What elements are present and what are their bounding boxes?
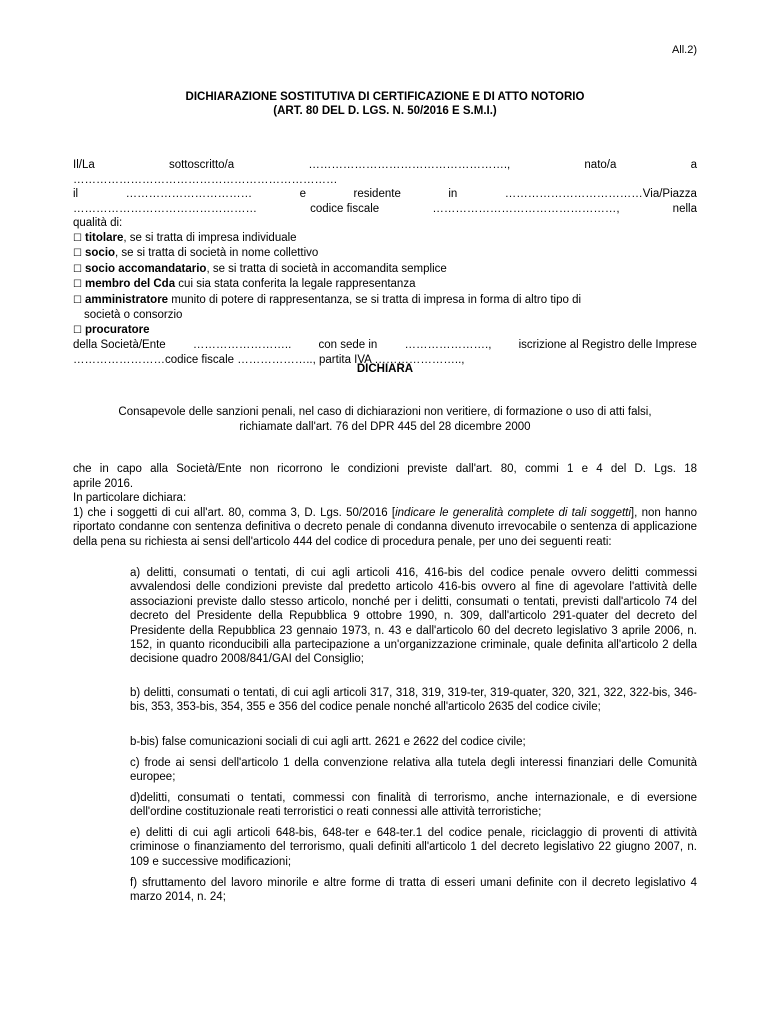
body-paragraph-1-line-1: che in capo alla Società/Ente non ricorrono le condizioni previste dall'art. 80, commi 1 e 4 del D. Lgs. 18 — [73, 463, 697, 475]
text: iscrizione al Registro delle Imprese — [518, 339, 697, 351]
allegato-label: All.2) — [671, 44, 697, 56]
text: codice fiscale — [310, 202, 380, 215]
option-label: procuratore — [85, 323, 150, 336]
body-paragraph-1-line-2: aprile 2016. — [73, 477, 134, 490]
reato-d: d)delitti, consumati o tentati, commessi con finalità di terrorismo, anche internazionale, e di eversione dell'ordine costituzionale reati terroristici o reati connessi alle attività terroristiche; — [130, 792, 697, 819]
text: della Società/Ente — [73, 339, 166, 351]
title-line-1: DICHIARAZIONE SOSTITUTIVA DI CERTIFICAZIONE E DI ATTO NOTORIO — [185, 91, 585, 103]
title-line-2: (ART. 80 DEL D. LGS. N. 50/2016 E S.M.I.) — [273, 105, 497, 117]
reato-e: e) delitti di cui agli articoli 648-bis, 648-ter e 648-ter.1 del codice penale, riciclaggio di proventi di attività criminose o finanziamento del terrorismo, quali definiti all'articolo 1 del decreto legislativo 22 giugno 2007, n. 109 e successive modificazioni; — [130, 827, 697, 868]
fill-blank: …………………………… — [125, 188, 253, 200]
fill-blank: …………………………………………, — [432, 202, 620, 215]
option-text: , se si tratta di società in nome collettivo — [115, 247, 319, 259]
consapevole-paragraph — [73, 405, 697, 434]
text: sottoscritto/a — [168, 159, 235, 171]
checkbox-icon[interactable]: ☐ — [73, 294, 82, 306]
consapevole-line-1: Consapevole delle sanzioni penali, nel caso di dichiarazioni non veritiere, di formazione o uso di atti falsi, — [118, 406, 652, 418]
option-socio-accomandatario — [73, 262, 697, 278]
option-label: amministratore — [85, 293, 169, 306]
declarant-section — [73, 158, 697, 367]
option-label: membro del Cda — [85, 278, 176, 290]
text: residente — [353, 188, 401, 200]
fill-blank: …………………., — [404, 339, 492, 351]
option-label: socio — [85, 247, 116, 259]
societa-line-1 — [73, 338, 697, 353]
text: Il/La — [73, 159, 95, 171]
option-socio — [73, 246, 697, 262]
body-paragraph-3 — [73, 506, 697, 550]
option-label: titolare — [85, 231, 124, 244]
option-amministratore — [73, 293, 697, 309]
societa-line-2: ……………………codice fiscale ……………….., partita IVA ………………….., — [73, 353, 465, 366]
text: 1) che i soggetti di cui all'art. 80, comma 3, D. Lgs. 50/2016 [ — [73, 506, 396, 519]
declarant-line-1 — [73, 158, 697, 173]
italic-text: indicare le generalità complete di tali soggetti — [395, 506, 631, 519]
option-label: socio accomandatario — [85, 262, 207, 275]
text: ], — [630, 506, 638, 519]
body-paragraph-2: In particolare dichiara: — [73, 492, 187, 504]
checkbox-icon[interactable]: ☐ — [73, 324, 82, 336]
declarant-line-2: …………………………………………………………… — [73, 173, 338, 186]
reato-f: f) sfruttamento del lavoro minorile e altre forme di tratta di esseri umani definite con il decreto legislativo 4 marzo 2014, n. 24; — [130, 877, 697, 904]
declarant-line-4 — [73, 202, 697, 217]
checkbox-icon[interactable]: ☐ — [73, 248, 82, 259]
fill-blank: …………………….. — [192, 339, 292, 351]
option-procuratore — [73, 323, 697, 339]
checkbox-icon[interactable]: ☐ — [73, 232, 82, 244]
checkbox-icon[interactable]: ☐ — [73, 263, 82, 275]
reato-b: b) delitti, consumati o tentati, di cui agli articoli 317, 318, 319, 319-ter, 319-quater, 320, 321, 322, 322-bis, 346-bis, 353, 353-bis, 354, 355 e 356 del codice penale nonché all'articolo 2635 del codice civile; — [130, 687, 697, 714]
text: a — [690, 159, 697, 171]
fill-blank: ………………………………Via/Piazza — [504, 188, 697, 200]
text: il — [73, 188, 79, 200]
option-membro-cda — [73, 277, 697, 293]
document-title — [73, 90, 697, 118]
option-text: munito di potere di rappresentanza, se si tratta di impresa in forma di altro tipo di — [168, 293, 582, 306]
option-titolare — [73, 231, 697, 247]
reato-a: a) delitti, consumati o tentati, di cui agli articoli 416, 416-bis del codice penale ovvero delitti commessi avvalendosi delle condizioni previste dal predetto articolo 416-bis ovvero al fine di agevolare l'attività delle associazioni previste dallo stesso articolo, nonché per i delitti, consumati o tentati, previsti dall'articolo 74 del decreto del Presidente della Repubblica 9 ottobre 1990, n. 309, dall'articolo 291-quater del decreto del Presidente della Repubblica 23 gennaio 1973, n. 43 e dall'articolo 60 del decreto legislativo 3 aprile 2006, n. 152, in quanto riconducibili alla partecipazione a un'organizzazione criminale, quale definita all'articolo 2 della decisione quadro 2008/841/GAI del Consiglio; — [130, 567, 697, 666]
declaration-body — [73, 462, 697, 549]
text: nato/a — [584, 159, 617, 171]
consapevole-line-2: richiamate dall'art. 76 del DPR 445 del 28 dicembre 2000 — [239, 420, 531, 433]
text: nella — [672, 202, 697, 215]
text: non hanno riportato condanne con sentenza definitiva o decreto penale di condanna divenuto irrevocabile o sentenza di applicazione della pena su richiesta ai sensi dell'articolo 444 del codice di procedura penale, per uno dei seguenti reati: — [73, 506, 697, 548]
dichiara-heading: DICHIARA — [356, 363, 414, 375]
declarant-line-3 — [73, 187, 697, 202]
option-text: , se si tratta di società in accomandita semplice — [206, 262, 447, 275]
text: e — [299, 188, 307, 200]
option-continuation: società o consorzio — [84, 309, 183, 321]
reato-b-bis: b-bis) false comunicazioni sociali di cui agli artt. 2621 e 2622 del codice civile; — [130, 736, 526, 748]
option-text: cui sia stata conferita la legale rappresentanza — [175, 278, 416, 290]
reato-c: c) frode ai sensi dell'articolo 1 della convenzione relativa alla tutela degli interessi finanziari delle Comunità europee; — [130, 757, 697, 784]
fill-blank: ………………………………………… — [73, 202, 257, 215]
text: in — [448, 188, 458, 200]
text: con sede in — [318, 339, 378, 351]
fill-blank: ……………………………………………., — [308, 159, 511, 171]
qualita-label: qualità di: — [73, 217, 123, 229]
option-text: , se si tratta di impresa individuale — [123, 231, 297, 244]
checkbox-icon[interactable]: ☐ — [73, 279, 82, 290]
